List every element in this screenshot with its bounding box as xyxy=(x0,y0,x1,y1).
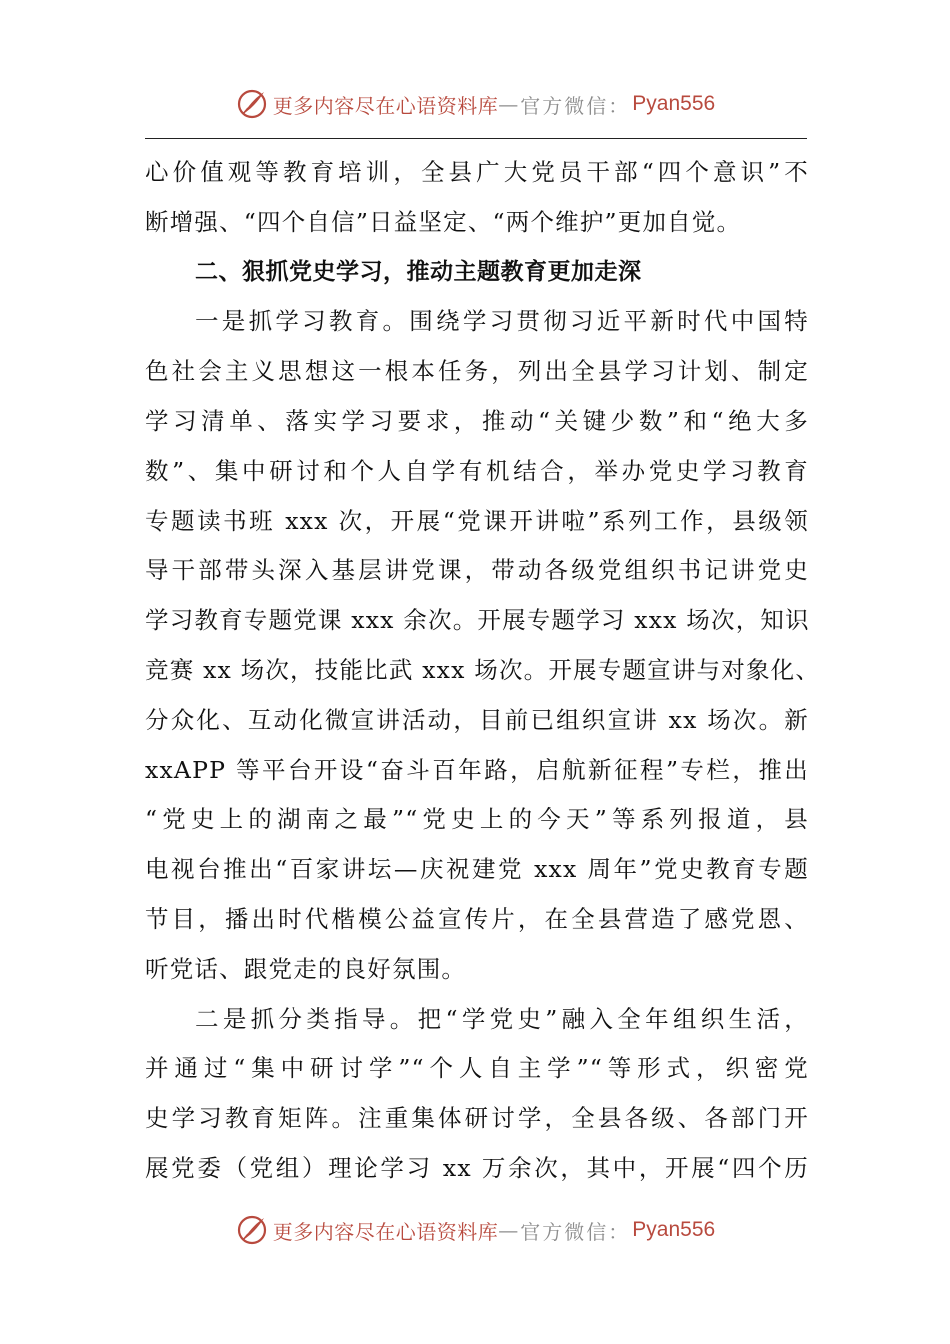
text-line: 学习教育专题党课 xxx 余次。开展专题学习 xxx 场次，知识 xyxy=(145,606,810,635)
text-line: 竞赛 xx 场次，技能比武 xxx 场次。开展专题宣讲与对象化、 xyxy=(145,655,821,684)
banner-sub-text: 官方微信： xyxy=(520,1219,631,1244)
text-line: 分众化、互动化微宣讲活动，目前已组织宣讲 xx 场次。新 xyxy=(145,705,809,734)
header-watermark-banner xyxy=(0,84,950,124)
text-line: 导干部带头深入基层讲党课，带动各级党组织书记讲党史 xyxy=(145,556,809,585)
text-line: 并通过“集中研讨学”“个人自主学”“等形式，织密党 xyxy=(145,1054,809,1083)
banner-sub-text: 官方微信： xyxy=(520,93,631,118)
text-line: 节目，播出时代楷模公益宣传片，在全县营造了感党恩、 xyxy=(145,904,809,933)
text-line: 色社会主义思想这一根本任务，列出全县学习计划、制定 xyxy=(145,357,809,386)
text-line: 电视台推出“百家讲坛—庆祝建党 xxx 周年”党史教育专题 xyxy=(145,855,809,884)
text-line: 听党话、跟党走的良好氛围。 xyxy=(145,954,467,983)
text-line: 心价值观等教育培训，全县广大党员干部“四个意识”不 xyxy=(145,158,809,186)
text-line: 展党委（党组）理论学习 xx 万余次，其中，开展“四个历 xyxy=(145,1153,809,1182)
banner-main-text: 更多内容尽在心语资料库 xyxy=(272,1219,499,1244)
text-line: 二是抓分类指导。把“学党史”融入全年组织生活， xyxy=(195,1004,809,1033)
banner-main-text: 更多内容尽在心语资料库 xyxy=(272,93,499,118)
text-line: 专题读书班 xxx 次，开展“党课开讲啦”系列工作，县级领 xyxy=(145,506,809,535)
footer-watermark-banner xyxy=(0,1210,950,1250)
text-line: 学习清单、落实学习要求，推动“关键少数”和“绝大多 xyxy=(145,406,809,435)
quill-logo-icon xyxy=(235,1213,269,1247)
text-line: 史学习教育矩阵。注重集体研讨学，全县各级、各部门开 xyxy=(145,1104,809,1133)
banner-wechat-id: Pyan556 xyxy=(632,92,716,115)
banner-dash: — xyxy=(498,1218,521,1242)
text-line: 数”、集中研讨和个人自学有机结合，举办党史学习教育 xyxy=(145,456,809,485)
section-heading: 二、狠抓党史学习，推动主题教育更加走深 xyxy=(195,258,642,285)
banner-dash: — xyxy=(498,92,521,116)
text-line: xxAPP 等平台开设“奋斗百年路，启航新征程”专栏，推出 xyxy=(145,755,809,784)
text-line: 断增强、“四个自信”日益坚定、“两个维护”更加自觉。 xyxy=(145,207,742,236)
banner-wechat-id: Pyan556 xyxy=(632,1218,716,1241)
document-body xyxy=(145,148,821,1194)
text-line: “党史上的湖南之最”“党史上的今天”等系列报道，县 xyxy=(145,805,809,834)
text-line: 一是抓学习教育。围绕学习贯彻习近平新时代中国特 xyxy=(195,307,809,336)
quill-logo-icon xyxy=(235,87,269,121)
header-divider xyxy=(145,138,807,139)
